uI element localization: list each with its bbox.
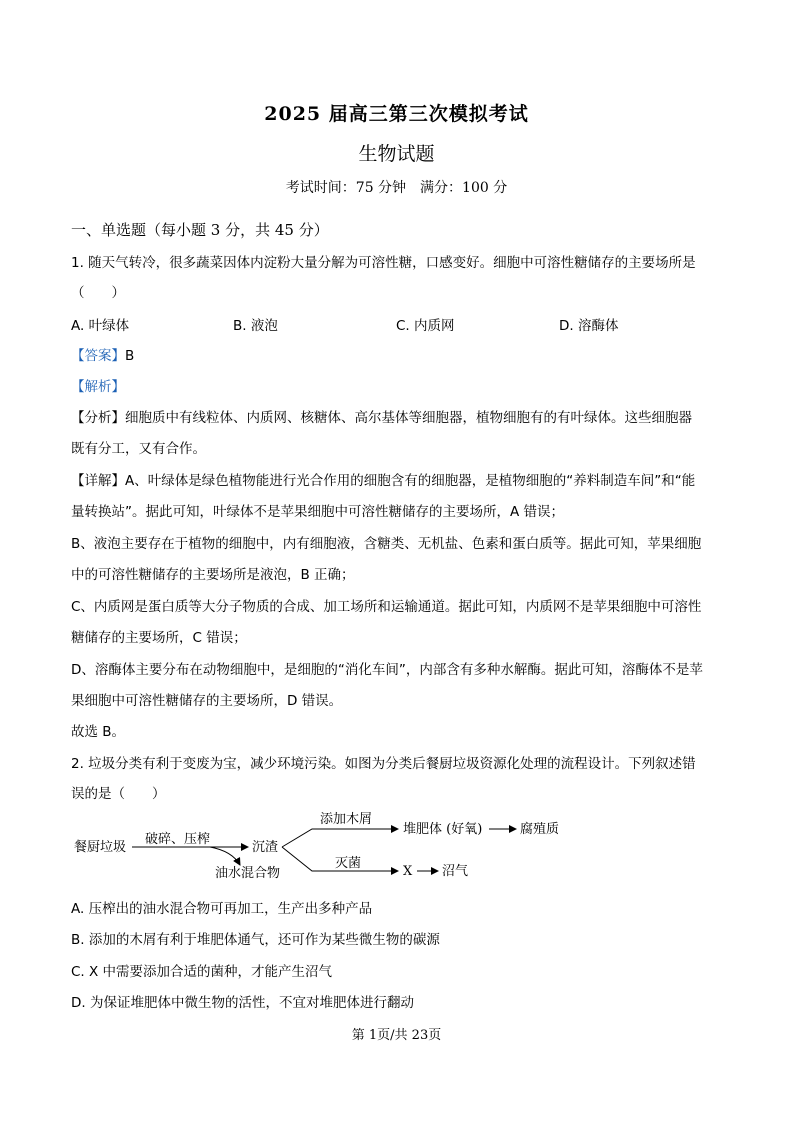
q1-option-c: C. 内质网	[396, 318, 455, 334]
diagram-compost: 堆肥体 (好氧)	[403, 822, 483, 837]
q2-stem-line1: 2. 垃圾分类有利于变废为宝，减少环境污染。如图为分类后餐厨垃圾资源化处理的流程设计。下列叙述错	[71, 756, 696, 772]
q1-detail-line6: 糖储存的主要场所，C 错误；	[71, 630, 247, 646]
arrow-upper-branch	[282, 829, 398, 847]
q1-option-d: D. 溶酶体	[559, 318, 619, 334]
q2-stem-line2: 误的是（ ）	[71, 786, 166, 802]
exam-meta: 考试时间：75 分钟 满分：100 分	[285, 180, 508, 196]
q1-detail-line4: 中的可溶性糖储存的主要场所是液泡，B 正确；	[71, 567, 355, 583]
q2-option-a: A. 压榨出的油水混合物可再加工，生产出多种产品	[71, 901, 373, 917]
diagram-sterilize: 灭菌	[335, 856, 362, 871]
answer-tag: 【答案】	[71, 348, 125, 364]
q2-option-c: C. X 中需要添加合适的菌种，才能产生沼气	[71, 964, 333, 980]
diagram-add: 添加木屑	[320, 812, 373, 827]
answer-value: B	[125, 348, 135, 364]
q1-detail-line1	[71, 469, 695, 489]
q1-detail-line3: B、液泡主要存在于植物的细胞中，内有细胞液，含糖类、无机盐、色素和蛋白质等。据此可知，苹果细胞	[71, 536, 702, 552]
exam-title: 2025 届高三第三次模拟考试	[264, 103, 529, 125]
diagram-residue: 沉渣	[252, 840, 279, 855]
diagram-x: X	[403, 864, 413, 879]
detail-tag: 【详解】	[71, 473, 125, 489]
q2-option-d: D. 为保证堆肥体中微生物的活性，不宜对堆肥体进行翻动	[71, 995, 414, 1011]
fenxi-text: 细胞质中有线粒体、内质网、核糖体、高尔基体等细胞器，植物细胞有的有叶绿体。这些细胞器	[125, 410, 692, 426]
q1-detail-line7: D、溶酶体主要分布在动物细胞中，是细胞的“消化车间”，内部含有多种水解酶。据此可知，溶酶体不是苹	[71, 662, 703, 678]
q1-answer	[71, 344, 134, 364]
section-heading: 一、单选题（每小题 3 分，共 45 分）	[71, 221, 329, 239]
q1-option-a: A. 叶绿体	[71, 318, 130, 334]
fenxi-tag: 【分析】	[71, 410, 125, 426]
arrow-to-oil	[210, 847, 240, 865]
diagram-step1: 破碎、压榨	[145, 832, 211, 847]
q1-detail-line2: 量转换站”。据此可知，叶绿体不是苹果细胞中可溶性糖储存的主要场所，A 错误；	[71, 504, 565, 520]
diagram-biogas: 沼气	[442, 864, 469, 879]
q1-detail-line5: C、内质网是蛋白质等大分子物质的合成、加工场所和运输通道。据此可知，内质网不是苹果细胞中可溶性	[71, 599, 702, 615]
q2-option-b: B. 添加的木屑有利于堆肥体通气，还可作为某些微生物的碳源	[71, 932, 440, 948]
q1-stem-line2: （ ）	[71, 285, 125, 301]
q1-option-b: B. 液泡	[233, 318, 278, 334]
q1-detail-line8: 果细胞中可溶性糖储存的主要场所，D 错误。	[71, 693, 343, 709]
q1-stem-line1: 1. 随天气转冷，很多蔬菜因体内淀粉大量分解为可溶性糖，口感变好。细胞中可溶性糖储存的主要场所是	[71, 255, 696, 271]
waste-processing-diagram	[0, 805, 793, 890]
diagram-oil: 油水混合物	[215, 866, 281, 881]
q1-fenxi-line1	[71, 406, 692, 426]
q1-conclusion: 故选 B。	[71, 724, 126, 740]
analysis-tag: 【解析】	[71, 379, 125, 395]
diagram-humus: 腐殖质	[520, 822, 560, 837]
detail-text: A、叶绿体是绿色植物能进行光合作用的细胞含有的细胞器，是植物细胞的“养料制造车间”和“能	[125, 473, 696, 489]
diagram-start: 餐厨垃圾	[74, 840, 127, 855]
q1-fenxi-line2: 既有分工，又有合作。	[71, 441, 206, 457]
exam-subtitle: 生物试题	[358, 143, 435, 165]
page-footer: 第 1页/共 23页	[351, 1028, 442, 1043]
